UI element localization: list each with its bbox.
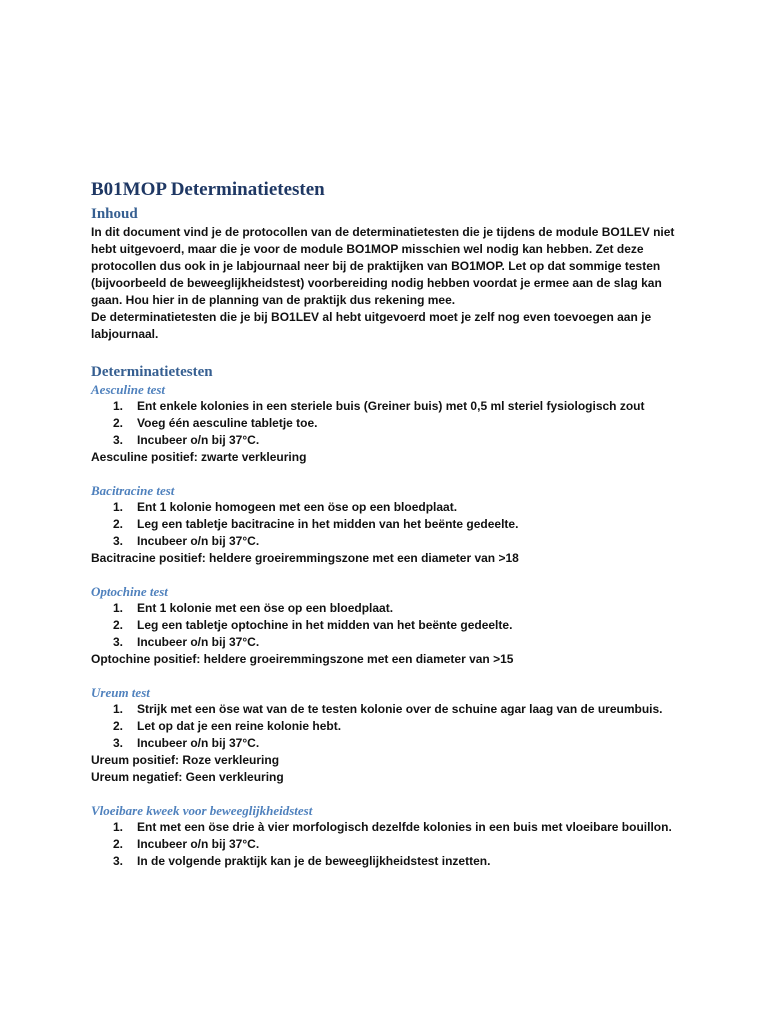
step-item [91, 836, 691, 853]
inhoud-heading: Inhoud [91, 206, 138, 222]
step-item [91, 415, 691, 432]
step-item [91, 701, 691, 718]
steps-list [91, 499, 691, 550]
steps-list [91, 819, 691, 870]
step-number: 1. [113, 500, 124, 514]
document-title: B01MOP Determinatietesten [91, 179, 325, 200]
steps-list [91, 600, 691, 651]
test-result: Bacitracine positief: heldere groeiremmingszone met een diameter van >18 [91, 551, 519, 565]
step-item [91, 398, 691, 415]
test-title: Bacitracine test [91, 483, 175, 498]
tests-list [91, 381, 691, 870]
step-number: 2. [113, 618, 124, 632]
step-item [91, 499, 691, 516]
test-result: Optochine positief: heldere groeiremmingszone met een diameter van >15 [91, 652, 514, 666]
step-item [91, 819, 691, 836]
test-block [91, 802, 691, 870]
step-number: 3. [113, 635, 124, 649]
test-result: Ureum negatief: Geen verkleuring [91, 770, 284, 784]
intro-paragraph: De determinatietesten die je bij BO1LEV al hebt uitgevoerd moet je zelf nog even toevoegen aan je labjournaal. [91, 310, 652, 341]
step-item [91, 617, 691, 634]
step-number: 2. [113, 517, 124, 531]
step-item [91, 718, 691, 735]
step-number: 1. [113, 702, 124, 716]
step-item [91, 634, 691, 651]
test-block [91, 583, 691, 668]
test-result: Ureum positief: Roze verkleuring [91, 753, 280, 767]
step-number: 3. [113, 534, 124, 548]
step-text: Incubeer o/n bij 37°C. [137, 433, 260, 447]
intro-text [91, 224, 691, 343]
test-block [91, 684, 691, 786]
step-item [91, 853, 691, 870]
step-text: Leg een tabletje optochine in het midden van het beënte gedeelte. [137, 618, 513, 632]
step-number: 2. [113, 837, 124, 851]
test-block [91, 381, 691, 466]
step-text: Incubeer o/n bij 37°C. [137, 837, 260, 851]
step-number: 1. [113, 820, 124, 834]
intro-paragraph: In dit document vind je de protocollen van de determinatietesten die je tijdens de module BO1LEV niet hebt uitgevoerd, maar die je voor de module BO1MOP misschien wel nodig kan hebben. Zet deze protocollen dus ook in je labjournaal neer bij de praktijken van BO1MOP. Let op dat sommige testen (bijvoorbeeld de beweeglijkheidstest) voorbereiding nodig hebben voordat je ermee aan de slag kan gaan. Hou hier in de planning van de praktijk dus rekening mee. [91, 225, 675, 307]
test-block [91, 482, 691, 567]
step-text: Leg een tabletje bacitracine in het midden van het beënte gedeelte. [137, 517, 519, 531]
step-number: 2. [113, 719, 124, 733]
test-title: Optochine test [91, 584, 168, 599]
section-heading: Determinatietesten [91, 364, 213, 380]
step-item [91, 600, 691, 617]
test-title: Aesculine test [91, 382, 166, 397]
step-number: 3. [113, 736, 124, 750]
step-text: Ent 1 kolonie met een öse op een bloedplaat. [137, 601, 394, 615]
step-item [91, 432, 691, 449]
step-text: Incubeer o/n bij 37°C. [137, 736, 260, 750]
test-result: Aesculine positief: zwarte verkleuring [91, 450, 307, 464]
step-text: Voeg één aesculine tabletje toe. [137, 416, 318, 430]
step-number: 1. [113, 601, 124, 615]
steps-list [91, 701, 691, 752]
step-text: Ent met een öse drie à vier morfologisch dezelfde kolonies in een buis met vloeibare bouillon. [137, 820, 672, 834]
step-number: 2. [113, 416, 124, 430]
step-text: Incubeer o/n bij 37°C. [137, 534, 260, 548]
document-content [91, 178, 691, 870]
step-item [91, 516, 691, 533]
step-number: 3. [113, 854, 124, 868]
step-text: Ent enkele kolonies in een steriele buis (Greiner buis) met 0,5 ml steriel fysiologisch zout [137, 399, 645, 413]
step-text: Let op dat je een reine kolonie hebt. [137, 719, 342, 733]
step-text: In de volgende praktijk kan je de beweeglijkheidstest inzetten. [137, 854, 491, 868]
steps-list [91, 398, 691, 449]
step-text: Strijk met een öse wat van de te testen kolonie over de schuine agar laag van de ureumbuis. [137, 702, 663, 716]
step-item [91, 735, 691, 752]
step-item [91, 533, 691, 550]
test-title: Ureum test [91, 685, 150, 700]
step-text: Incubeer o/n bij 37°C. [137, 635, 260, 649]
step-text: Ent 1 kolonie homogeen met een öse op een bloedplaat. [137, 500, 458, 514]
step-number: 1. [113, 399, 124, 413]
step-number: 3. [113, 433, 124, 447]
test-title: Vloeibare kweek voor beweeglijkheidstest [91, 803, 313, 818]
